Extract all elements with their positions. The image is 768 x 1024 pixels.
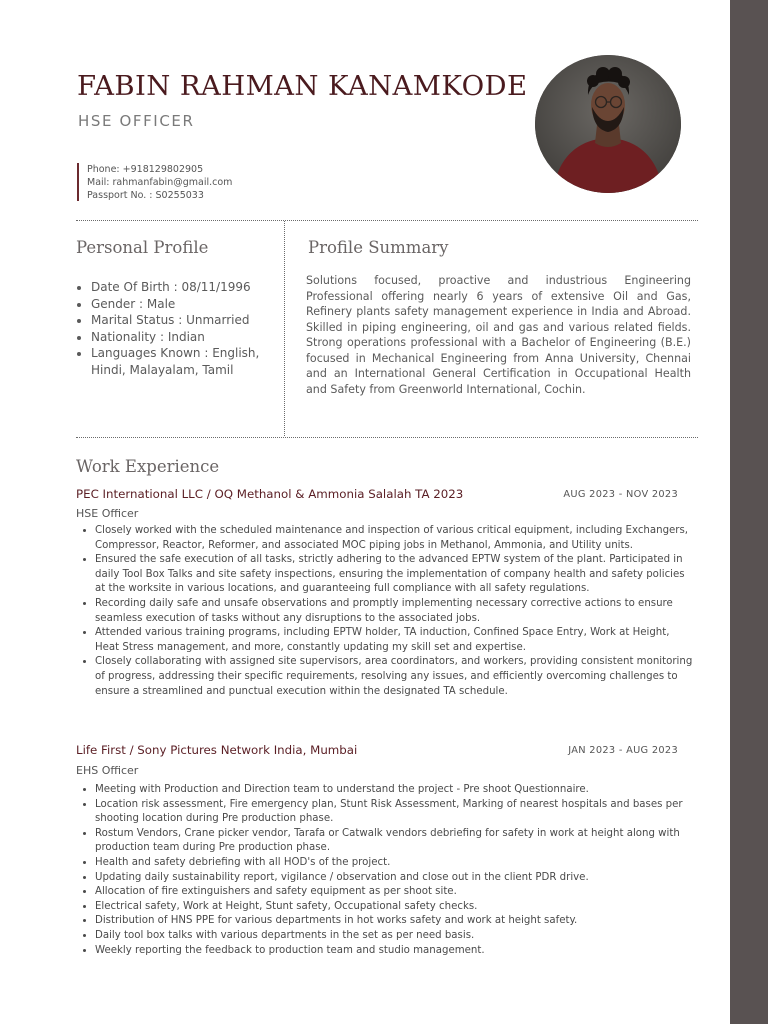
job-bullet: • Recording daily safe and unsafe observations and promptly implementing necessary corrective actions to ensure seamless execution of tasks without any disruptions to the associated jobs. — [95, 597, 695, 626]
job-bullet: • Electrical safety, Work at Height, Stunt safety, Occupational safety checks. — [95, 900, 695, 915]
job-bullet: • Meeting with Production and Direction team to understand the project - Pre shoot Questionnaire. — [95, 783, 695, 798]
job-bullet: • Daily tool box talks with various departments in the set as per need basis. — [95, 929, 695, 944]
job-bullet: • Rostum Vendors, Crane picker vendor, Tarafa or Catwalk vendors debriefing for safety in work at height along with production team during Pre production phase. — [95, 827, 695, 856]
personal-profile-list — [76, 279, 296, 378]
personal-item-languages: • Languages Known : English, Hindi, Malayalam, Tamil — [91, 345, 296, 378]
personal-item-nationality: • Nationality : Indian — [91, 329, 296, 346]
job-bullet: • Closely worked with the scheduled maintenance and inspection of various critical equipment, including Exchangers, Compressor, Reactor, Reformer, and associated MOC piping jobs in Methanol, Ammonia, and Utility units. — [95, 524, 695, 553]
job-company: PEC International LLC / OQ Methanol & Ammonia Salalah TA 2023 — [76, 487, 464, 501]
job-bullet: • Ensured the safe execution of all tasks, strictly adhering to the advanced EPTW system of the plant. Participated in daily Tool Box Talks and site safety inspections, ensuring the implementation of company health and safety policies at the worksite in various locations, and guaranteeing full compliance with all safety regulations. — [95, 553, 695, 597]
job-bullet: • Attended various training programs, including EPTW holder, TA induction, Confined Space Entry, Work at Height, Heat Stress management, and more, constantly updating my skill set and expertise. — [95, 626, 695, 655]
job-role: HSE Officer — [76, 507, 139, 520]
job-bullet: • Updating daily sustainability report, vigilance / observation and close out in the client PDR drive. — [95, 871, 695, 886]
job-role: EHS Officer — [76, 764, 139, 777]
email-text: Mail: rahmanfabin@gmail.com — [87, 177, 233, 188]
job-dates: AUG 2023 - NOV 2023 — [563, 489, 678, 500]
passport-text: Passport No. : S0255033 — [87, 190, 204, 201]
work-experience-heading: Work Experience — [76, 457, 220, 476]
job-bullet: • Distribution of HNS PPE for various departments in hot works safety and work at height safety. — [95, 914, 695, 929]
candidate-name: FABIN RAHMAN KANAMKODE — [77, 70, 528, 102]
job-bullet: • Location risk assessment, Fire emergency plan, Stunt Risk Assessment, Marking of nearest hospitals and bases per shooting location during Pre production phase. — [95, 798, 695, 827]
divider-line — [76, 437, 698, 438]
job-bullet: • Health and safety debriefing with all HOD's of the project. — [95, 856, 695, 871]
job-dates: JAN 2023 - AUG 2023 — [568, 745, 678, 756]
job-company: Life First / Sony Pictures Network India, Mumbai — [76, 743, 358, 757]
job-bullet: • Weekly reporting the feedback to production team and studio management. — [95, 944, 695, 959]
personal-item-gender: • Gender : Male — [91, 296, 296, 313]
profile-photo — [535, 55, 681, 193]
decorative-sidebar — [730, 0, 768, 1024]
personal-item-marital-status: • Marital Status : Unmarried — [91, 312, 296, 329]
divider-line — [76, 220, 698, 221]
job-bullet-list — [80, 783, 695, 958]
job-title: HSE OFFICER — [78, 112, 195, 130]
job-bullet: • Closely collaborating with assigned site supervisors, area coordinators, and workers, providing consistent monitoring of progress, addressing their specific requirements, resolving any issues, and efficiently overcoming challenges to ensure a streamlined and punctual execution within the designated TA schedule. — [95, 655, 695, 699]
profile-summary-text: Solutions focused, proactive and industrious Engineering Professional offering nearly 6 years of extensive Oil and Gas, Refinery plants safety management experience in India and Abroad. Skilled in piping engineering, oil and gas and various related fields. Strong operations professional with a Bachelor of Engineering (B.E.) focused in Mechanical Engineering from Anna University, Chennai and an International General Certification in Occupational Health and Safety from Greenworld International, Cochin. — [306, 274, 691, 396]
job-bullet-list — [80, 524, 695, 699]
contact-block — [77, 163, 232, 201]
personal-item-dob: • Date Of Birth : 08/11/1996 — [91, 279, 296, 296]
profile-summary-heading: Profile Summary — [308, 238, 449, 257]
person-portrait-icon — [535, 55, 681, 193]
job-bullet: • Allocation of fire extinguishers and safety equipment as per shoot site. — [95, 885, 695, 900]
phone-text: Phone: +918129802905 — [87, 164, 204, 175]
personal-profile-heading: Personal Profile — [76, 238, 209, 257]
